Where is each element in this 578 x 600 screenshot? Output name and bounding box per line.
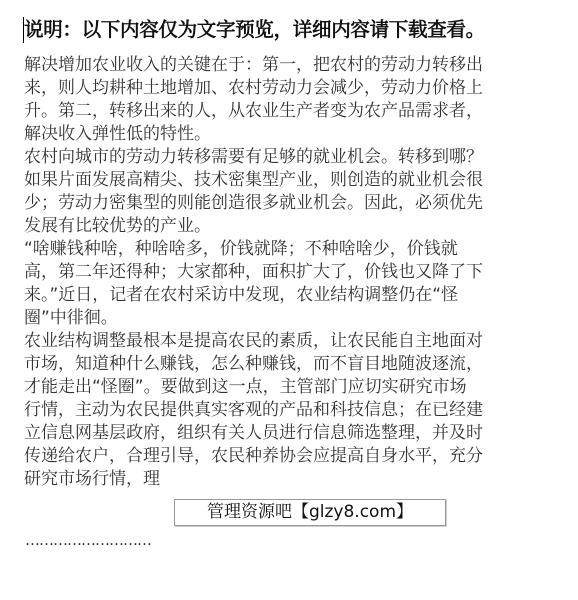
text-line: “啥赚钱种啥，种啥啥多，价钱就降；不种啥啥少，价钱就 bbox=[24, 239, 458, 259]
text-line: 发展有比较优势的产业。 bbox=[24, 216, 211, 236]
paragraph-2 bbox=[24, 146, 554, 238]
text-line: 行情，主动为农民提供真实客观的产品和科技信息；在已经建 bbox=[24, 400, 483, 420]
text-line: 才能走出“怪圈”。要做到这一点，主管部门应切实研究市场 bbox=[24, 377, 467, 397]
paragraph-4 bbox=[24, 330, 554, 491]
text-line: 解决增加农业收入的关键在于：第一，把农村的劳动力转移出 bbox=[24, 55, 483, 75]
text-line: 研究市场行情，理 bbox=[24, 469, 160, 489]
paragraph-1 bbox=[24, 54, 554, 146]
text-line: 传递给农户，合理引导，农民种养协会应提高自身水平，充分 bbox=[24, 446, 483, 466]
text-line: 高，第二年还得种；大家都种，面积扩大了，价钱也又降了下 bbox=[24, 262, 483, 282]
watermark-banner[interactable]: 管理资源吧【glzy8.com】 bbox=[174, 499, 446, 526]
text-line: 来。”近日，记者在农村采访中发现，农业结构调整仍在“怪 bbox=[24, 285, 459, 305]
truncation-ellipsis: ……………………… bbox=[25, 531, 151, 549]
text-line: 解决收入弹性低的特性。 bbox=[24, 124, 211, 144]
text-line: 立信息网基层政府，组织有关人员进行信息筛选整理，并及时 bbox=[24, 423, 483, 443]
text-line: 升。第二，转移出来的人，从农业生产者变为农产品需求者， bbox=[24, 101, 483, 121]
text-line: 圈”中徘徊。 bbox=[24, 308, 118, 328]
paragraph-3 bbox=[24, 238, 554, 330]
text-line: 来，则人均耕种土地增加、农村劳动力会减少，劳动力价格上 bbox=[24, 78, 483, 98]
text-line: 市场，知道种什么赚钱，怎么种赚钱，而不盲目地随波逐流， bbox=[24, 354, 483, 374]
text-line: 农村向城市的劳动力转移需要有足够的就业机会。转移到哪？ bbox=[24, 147, 483, 167]
text-line: 如果片面发展高精尖、技术密集型产业，则创造的就业机会很 bbox=[24, 170, 483, 190]
text-line: 农业结构调整最根本是提高农民的素质，让农民能自主地面对 bbox=[24, 331, 483, 351]
text-line: 少；劳动力密集型的则能创造很多就业机会。因此，必须优先 bbox=[24, 193, 483, 213]
preview-notice: 说明：以下内容仅为文字预览，详细内容请下载查看。 bbox=[24, 18, 485, 41]
document-body bbox=[24, 54, 554, 491]
